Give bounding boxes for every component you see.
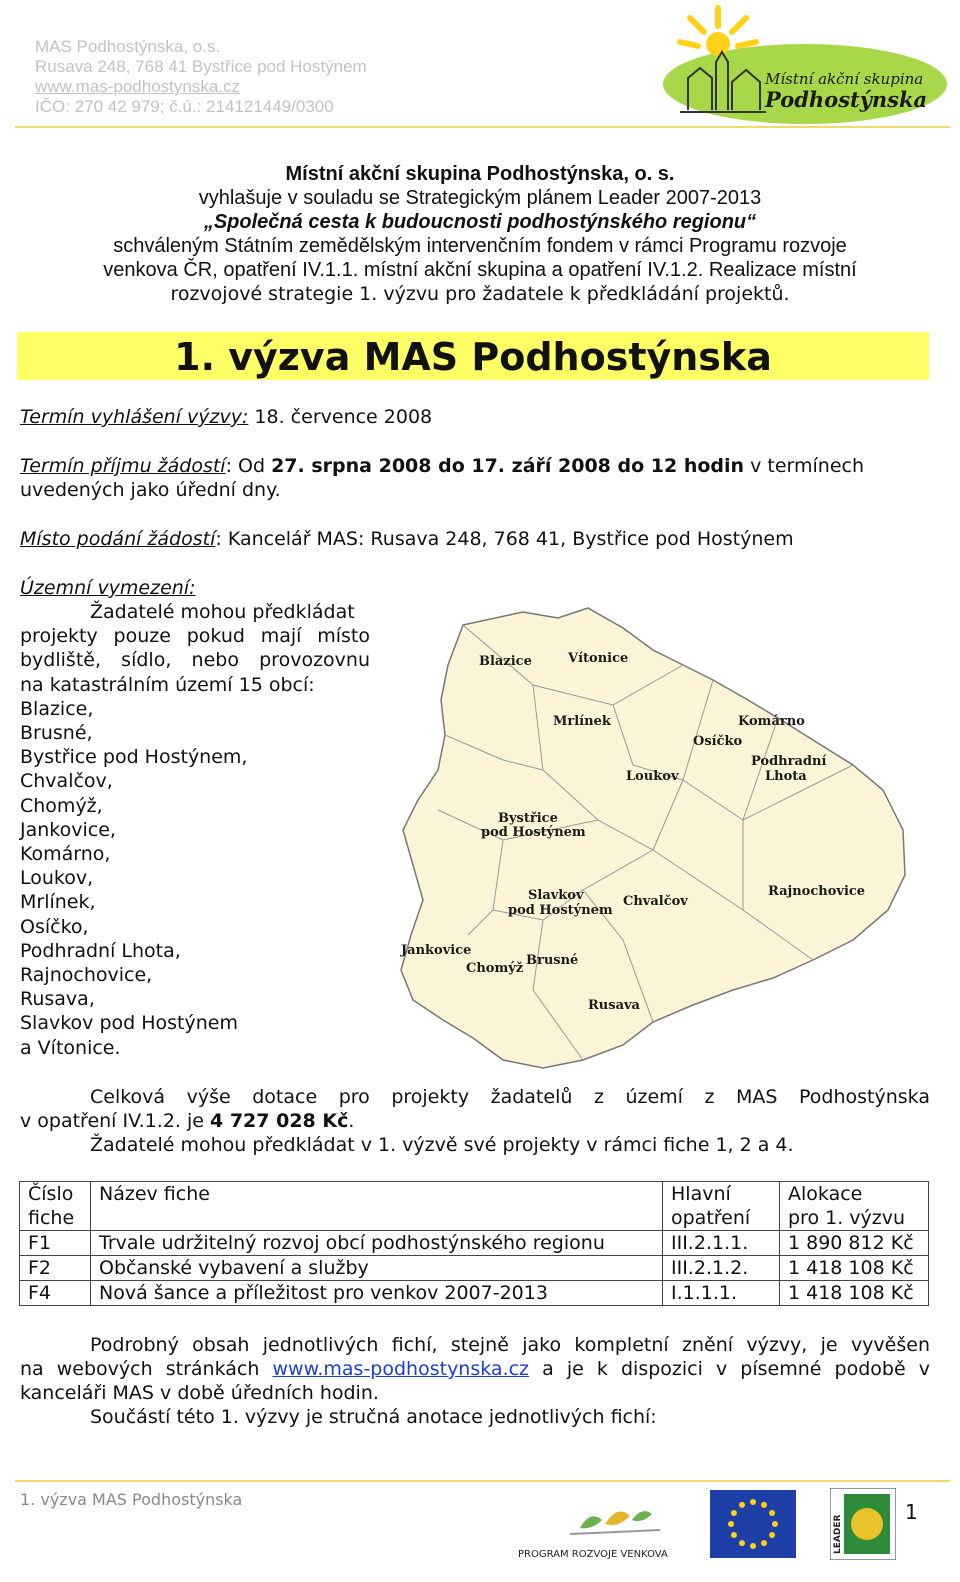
mas-logo [660,2,950,126]
map-label-bystrice-2: pod Hostýnem [481,825,586,840]
header-org: MAS Podhostýnska, o.s. [35,37,221,56]
map-label-osicko: Osíčko [693,734,743,749]
prv-logo [510,1490,695,1562]
municipality-item: Blazice, [20,697,94,720]
municipality-item: Jankovice, [20,818,116,841]
eu-star-icon [750,1499,756,1505]
intake-label: Termín příjmu žádostí [20,455,226,477]
subsidy-block: Celková výše dotace pro projekty žadatelů z území z MAS Podhostýnska v opatření IV.1.2. je 4 727 028 Kč. Žadatelé mohou předkládat v 1. výzvě své projekty v rámci fiche 1, 2 a 4. [20,1086,930,1156]
announce-label: Termín vyhlášení výzvy: [20,406,249,428]
territory-label: Územní vymezení: [20,577,196,599]
intro-block [20,162,940,306]
intro-line2: vyhlašuje v souladu se Strategickým plánem Leader 2007-2013 [198,187,762,209]
map-label-brusne: Brusné [526,953,579,968]
map-label-rusava: Rusava [588,998,640,1013]
map-label-rajnochovice: Rajnochovice [768,884,866,899]
map-region-outline [401,608,905,1068]
prv-text: PROGRAM ROZVOJE VENKOVA [518,1549,668,1560]
header-web-link[interactable]: www.mas-podhostynska.cz [35,77,241,96]
table-header-row [20,1182,929,1231]
eu-star-icon [739,1540,745,1546]
eu-star-icon [772,1521,778,1527]
map-label-blazice: Blazice [479,654,532,669]
intro-line6: rozvojové strategie 1. výzvu pro žadatele k předkládání projektů. [170,283,790,305]
eu-star-icon [728,1521,734,1527]
region-map [383,590,920,1075]
municipality-item: a Vítonice. [20,1036,121,1059]
eu-star-icon [750,1543,756,1549]
map-label-slavkov-2: pod Hostýnem [508,903,613,918]
territory-text: Žadatelé mohou předkládat projekty pouze pokud mají místo bydliště, sídlo, nebo provozovnu na katastrálním území 15 obcí: Blazice, Brusné, Bystřice pod Hostýnem, Chvalčov, Chomýž, Jankovice, Komárno, Loukov, Mrlínek, Osíčko, Podhradní Lhota, Rajnochovice, Rusava, Slavkov pod Hostýnem a Vítonice. [20,601,370,1059]
call-banner: 1. výzva MAS Podhostýnska [17,332,929,380]
header-address: Rusava 248, 768 41 Bystřice pod Hostýnem [35,57,367,76]
footer-divider [15,1480,950,1482]
intake-dates: 27. srpna 2008 do 17. září 2008 do 12 hodin [271,455,745,477]
map-label-chvalcov: Chvalčov [623,894,688,909]
eu-star-icon [761,1502,767,1508]
header-cell: Název fiche [91,1182,663,1231]
place-value: : Kancelář MAS: Rusava 248, 768 41, Bystřice pod Hostýnem [215,528,794,550]
map-label-chomyz: Chomýž [466,961,524,976]
municipality-item: Chvalčov, [20,770,113,793]
municipality-item: Rusava, [20,988,95,1011]
header-ids: IČO: 270 42 979; č.ú.: 214121449/0300 [35,97,334,116]
submission-place [20,527,930,551]
table-row: F2 Občanské vybavení a služby III.2.1.2. 1 418 108 Kč [20,1256,929,1281]
prv-leaves-icon [570,1511,660,1534]
leader-text: LEADER [833,1514,843,1554]
map-label-bystrice-1: Bystřice [498,811,558,826]
leader-logo [830,1488,896,1560]
announce-value: 18. července 2008 [248,406,433,428]
municipality-item: Mrlínek, [20,891,96,914]
municipality-item: Chomýž, [20,794,103,817]
map-label-podhradni-2: Lhota [765,769,807,784]
fiche-table [19,1181,929,1306]
page-number: 1 [905,1500,918,1524]
footer-title: 1. výzva MAS Podhostýnska [20,1490,243,1509]
municipality-item: Brusné, [20,722,93,745]
logo-text-line2: Podhostýnska [765,87,928,112]
municipality-item: Podhradní Lhota, [20,939,181,962]
eu-star-icon [739,1502,745,1508]
eu-star-icon [731,1532,737,1538]
leader-sun-icon [851,1508,883,1540]
eu-star-icon [769,1510,775,1516]
eu-star-icon [769,1532,775,1538]
map-label-komarno: Komárno [738,714,805,729]
closing-block: Podrobný obsah jednotlivých fichí, stejně jako kompletní znění výzvy, je vyvěšen na webových stránkách www.mas-podhostynska.cz a je k dispozici v písemné podobě v kanceláři MAS v době úředních hodin. Součástí této 1. výzvy je stručná anotace jednotlivých fichí: [20,1334,931,1428]
municipality-item: Komárno, [20,843,111,866]
eu-flag-icon [710,1490,796,1558]
header-cell: Alokace pro 1. výzvu [780,1182,929,1231]
place-label: Místo podání žádostí [20,528,216,550]
intake-period: Termín příjmu žádostí: Od 27. srpna 2008 do 17. září 2008 do 12 hodin v termínech uvedených jako úřední dny. [20,455,864,501]
header-contact [35,37,367,117]
municipality-item: Bystřice pod Hostýnem, [20,746,248,769]
subsidy-amount: 4 727 028 Kč [210,1110,349,1132]
header-cell: Číslo fiche [20,1182,91,1231]
intro-line1: Místní akční skupina Podhostýnska, o. s. [285,163,675,185]
municipality-item: Slavkov pod Hostýnem [20,1012,238,1035]
header-cell: Hlavní opatření [663,1182,780,1231]
map-label-slavkov-1: Slavkov [528,888,584,903]
announce-date [20,405,930,429]
intro-line5: venkova ČR, opatření IV.1.1. místní akční skupina a opatření IV.1.2. Realizace místní [103,259,857,281]
municipality-item: Osíčko, [20,915,89,938]
intro-line4: schváleným Státním zemědělským intervenčním fondem v rámci Programu rozvoje [113,235,847,257]
eu-star-icon [731,1510,737,1516]
eu-star-icon [761,1540,767,1546]
website-link[interactable]: www.mas-podhostynska.cz [272,1358,530,1380]
table-row: F4 Nová šance a příležitost pro venkov 2007-2013 I.1.1.1. 1 418 108 Kč [20,1281,929,1306]
map-label-vitonice: Vítonice [568,651,629,666]
map-label-loukov: Loukov [626,769,679,784]
municipality-item: Rajnochovice, [20,964,153,987]
logo-text-line1: Místní akční skupina [765,70,924,88]
municipality-item: Loukov, [20,867,94,890]
map-label-mrlinek: Mrlínek [553,714,611,729]
intro-line3: „Společná cesta k budoucnosti podhostýnského regionu“ [203,211,757,233]
map-label-podhradni-1: Podhradní [751,754,827,769]
table-row: F1 Trvale udržitelný rozvoj obcí podhostýnského regionu III.2.1.1. 1 890 812 Kč [20,1231,929,1256]
map-label-jankovice: Jankovice [401,943,472,958]
header-divider [15,126,950,128]
